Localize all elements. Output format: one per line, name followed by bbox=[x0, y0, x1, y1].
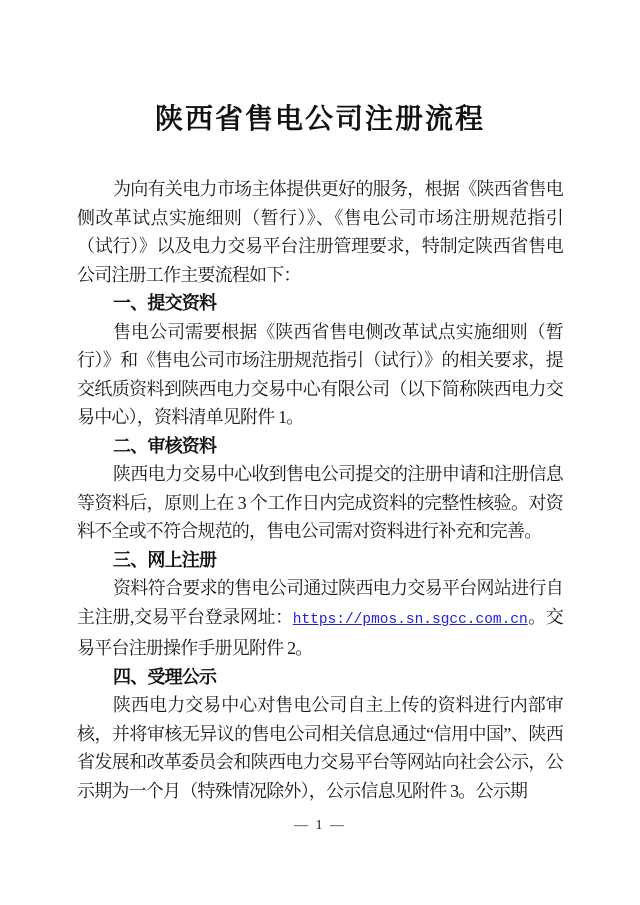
online-registration-text-before-link: 资料符合要求的售电公司通过陕西电力交易平台网站进行自主注册,交易平台登录网址： bbox=[77, 578, 563, 627]
section-heading-review-materials: 二、审核资料 bbox=[113, 435, 217, 456]
section-body-review-materials: 陕西电力交易中心收到售电公司提交的注册申请和注册信息等资料后，原则上在 3 个工作日内完成资料的完整性核验。对资料不全或不符合规范的，售电公司需对资料进行补充和完善。 bbox=[77, 464, 563, 541]
page-number: — 1 — bbox=[294, 818, 346, 833]
section-body-online-registration bbox=[77, 574, 563, 663]
section-body-submit-materials: 售电公司需要根据《陕西省售电侧改革试点实施细则（暂行）》和《售电公司市场注册规范指引（试行）》的相关要求，提交纸质资料到陕西电力交易中心有限公司（以下简称陕西电力交易中心），资料清单见附件 1。 bbox=[77, 321, 563, 427]
section-body-acceptance-publicity: 陕西电力交易中心对售电公司自主上传的资料进行内部审核，并将审核无异议的售电公司相关信息通过“信用中国”、陕西省发展和改革委员会和陕西电力交易平台等网站向社会公示，公示期为一个月（特殊情况除外），公示信息见附件 3。公示期 bbox=[77, 695, 563, 801]
document-content bbox=[77, 0, 563, 834]
section-heading-acceptance-publicity: 四、受理公示 bbox=[113, 666, 217, 687]
trading-platform-link[interactable]: https://pmos.sn.sgcc.com.cn bbox=[292, 611, 528, 628]
intro-paragraph: 为向有关电力市场主体提供更好的服务，根据《陕西省售电侧改革试点实施细则（暂行）》、《售电公司市场注册规范指引（试行）》以及电力交易平台注册管理要求，特制定陕西省售电公司注册工作主要流程如下： bbox=[77, 179, 563, 285]
section-heading-submit-materials: 一、提交资料 bbox=[113, 293, 217, 313]
document-title: 陕西省售电公司注册流程 bbox=[154, 104, 485, 135]
online-registration-text-after-link: 。交易平台注册操作手册见附件 2。 bbox=[77, 606, 563, 658]
section-heading-online-registration: 三、网上注册 bbox=[113, 549, 217, 570]
